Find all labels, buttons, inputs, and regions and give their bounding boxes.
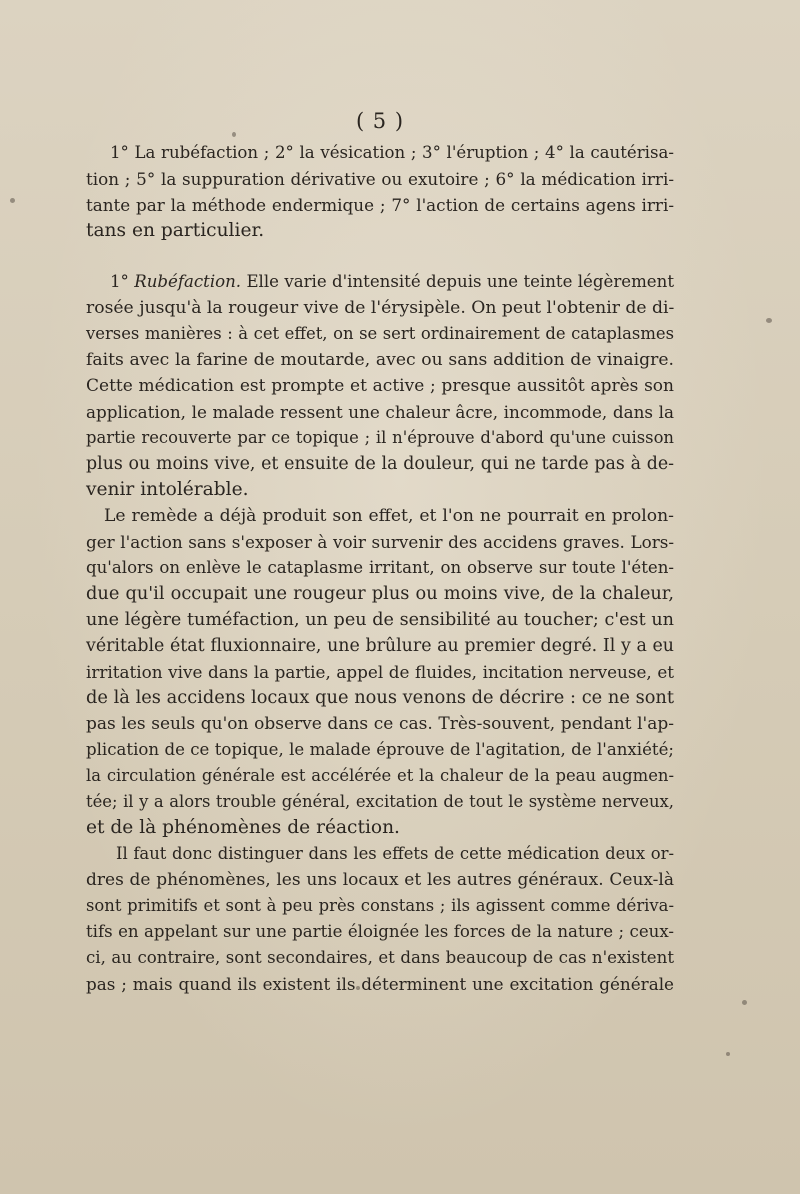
text-line: tifs en appelant sur une partie éloignée les forces de la nature ; ceux- [86,922,674,941]
text-line: due qu'il occupait une rougeur plus ou moins vive, de la chaleur, [86,583,674,604]
text-line: pas ; mais quand ils existent ils déterminent une excitation générale [86,974,674,994]
text-line: venir intolérable. [86,479,249,500]
section-heading: Rubéfaction. [134,272,242,291]
text-line: application, le malade ressent une chaleur âcre, incommode, dans la [86,402,674,422]
text-line: Cette médication est prompte et active ; presque aussitôt après son [86,376,674,396]
heading-number: 1° [110,272,129,291]
text-line: tée; il y a alors trouble général, excitation de tout le système nerveux, [86,792,674,811]
text-line: véritable état fluxionnaire, une brûlure au premier degré. Il y a eu [86,636,674,656]
text-line: plication de ce topique, le malade éprouve de l'agitation, de l'anxiété; [86,740,674,759]
paragraph-phenomena [86,841,674,997]
text-line: pas les seuls qu'on observe dans ce cas. Très-souvent, pendant l'ap- [86,714,674,734]
text-line: et de là phénomènes de réaction. [86,817,400,838]
text-line: une légère tuméfaction, un peu de sensibilité au toucher; c'est un [86,610,674,630]
text-line: 1° La rubéfaction ; 2° la vésication ; 3° l'éruption ; 4° la cautérisa- [110,143,674,162]
paper-speck [742,1000,747,1005]
text-line-heading [86,269,674,295]
paragraph-list [86,140,674,244]
text-line: ci, au contraire, sont secondaires, et dans beaucoup de cas n'existent [86,948,674,967]
text-line: Il faut donc distinguer dans les effets de cette médication deux or- [116,844,674,863]
text-line: la circulation générale est accélérée et la chaleur de la peau augmen- [86,766,674,785]
text-line: tans en particulier. [86,220,265,241]
text-line: rosée jusqu'à la rougeur vive de l'érysipèle. On peut l'obtenir de di- [86,298,675,318]
page-number: ( 5 ) [355,109,405,133]
text-line: qu'alors on enlève le cataplasme irritant, on observe sur toute l'éten- [86,558,674,577]
heading-line-rest: Elle varie d'intensité depuis une teinte légèrement [246,272,674,291]
text-line: dres de phénomènes, les uns locaux et les autres généraux. Ceux-là [86,870,674,890]
paper-speck [726,1052,730,1056]
text-line: de là les accidens locaux que nous venons de décrire : ce ne sont [86,687,674,708]
text-line: verses manières : à cet effet, on se sert ordinairement de cataplasmes [86,324,674,343]
text-line: Le remède a déjà produit son effet, et l'on ne pourrait en prolon- [104,506,674,526]
paragraph-spacer [86,244,674,269]
text-line: sont primitifs et sont à peu près constans ; ils agissent comme dériva- [86,896,674,915]
paper-speck [10,198,15,203]
paragraph-effects [86,503,674,841]
text-line: ger l'action sans s'exposer à voir survenir des accidens graves. Lors- [86,532,674,552]
text-line: irritation vive dans la partie, appel de fluides, incitation nerveuse, et [86,662,674,682]
body-text [86,140,674,997]
text-line: plus ou moins vive, et ensuite de la douleur, qui ne tarde pas à de- [86,454,674,474]
paragraph-rubefaction [86,269,674,503]
paper-speck [766,318,772,323]
text-line: partie recouverte par ce topique ; il n'éprouve d'abord qu'une cuisson [86,428,674,447]
text-line: tante par la méthode endermique ; 7° l'action de certains agens irri- [86,195,674,215]
text-line: tion ; 5° la suppuration dérivative ou exutoire ; 6° la médication irri- [86,169,674,189]
text-line: faits avec la farine de moutarde, avec ou sans addition de vinaigre. [86,350,674,370]
